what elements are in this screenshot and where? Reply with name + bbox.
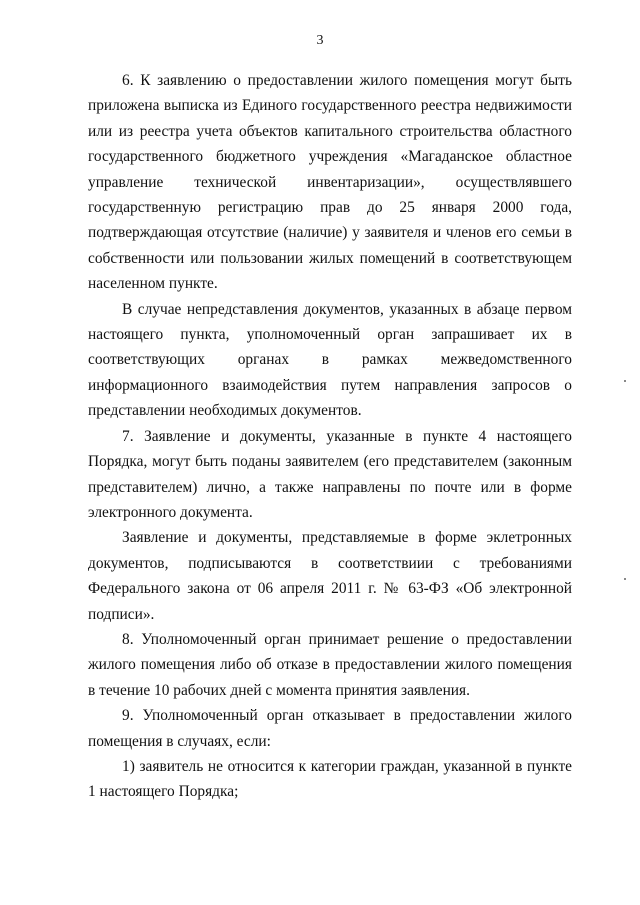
paragraph-8: 8. Уполномоченный орган принимает решение о предоставлении жилого помещения либо об отказе в предоставлении жилого помещения в течение 10 рабочих дней с момента принятия заявления. [88,630,572,699]
scan-mark [624,380,626,382]
paragraph-7-continuation: Заявление и документы, представляемые в форме эклетронных документов, подписываются в соответствиии с требованиями Федерального закона от 06 апреля 2011 г. № 63-ФЗ «Об электронной подписи». [88,529,572,623]
paragraph-9: 9. Уполномоченный орган отказывает в предоставлении жилого помещения в случаях, если: [88,707,572,750]
paragraph-7: 7. Заявление и документы, указанные в пункте 4 настоящего Порядка, могут быть поданы заявителем (его представителем (законным представителем) лично, а также направлены по почте или в форме электронного документа. [88,427,572,521]
paragraph-6-continuation: В случае непредставления документов, указанных в абзаце первом настоящего пункта, уполномоченный орган запрашивает их в соответствующих органах в рамках межведомственного информационного взаимодействия путем направления запросов о представлении необходимых документов. [88,300,572,420]
document-body [88,68,572,805]
page-number: 3 [316,33,324,48]
scan-mark [624,578,626,580]
list-item-1: 1) заявитель не относится к категории граждан, указанной в пункте 1 настоящего Порядка; [88,757,572,801]
paragraph-6: 6. К заявлению о предоставлении жилого помещения могут быть приложена выписка из Единого государственного реестра недвижимости или из реестра учета объектов капитального строительства областного государственного бюджетного учреждения «Магаданское областное управление технической инвентаризации», осуществлявшего государственную регистрацию прав до 25 января 2000 года, подтверждающая отсутствие (наличие) у заявителя и членов его семьи в собственности или пользовании жилых помещений в соответствующем населенном пункте. [88,72,572,293]
